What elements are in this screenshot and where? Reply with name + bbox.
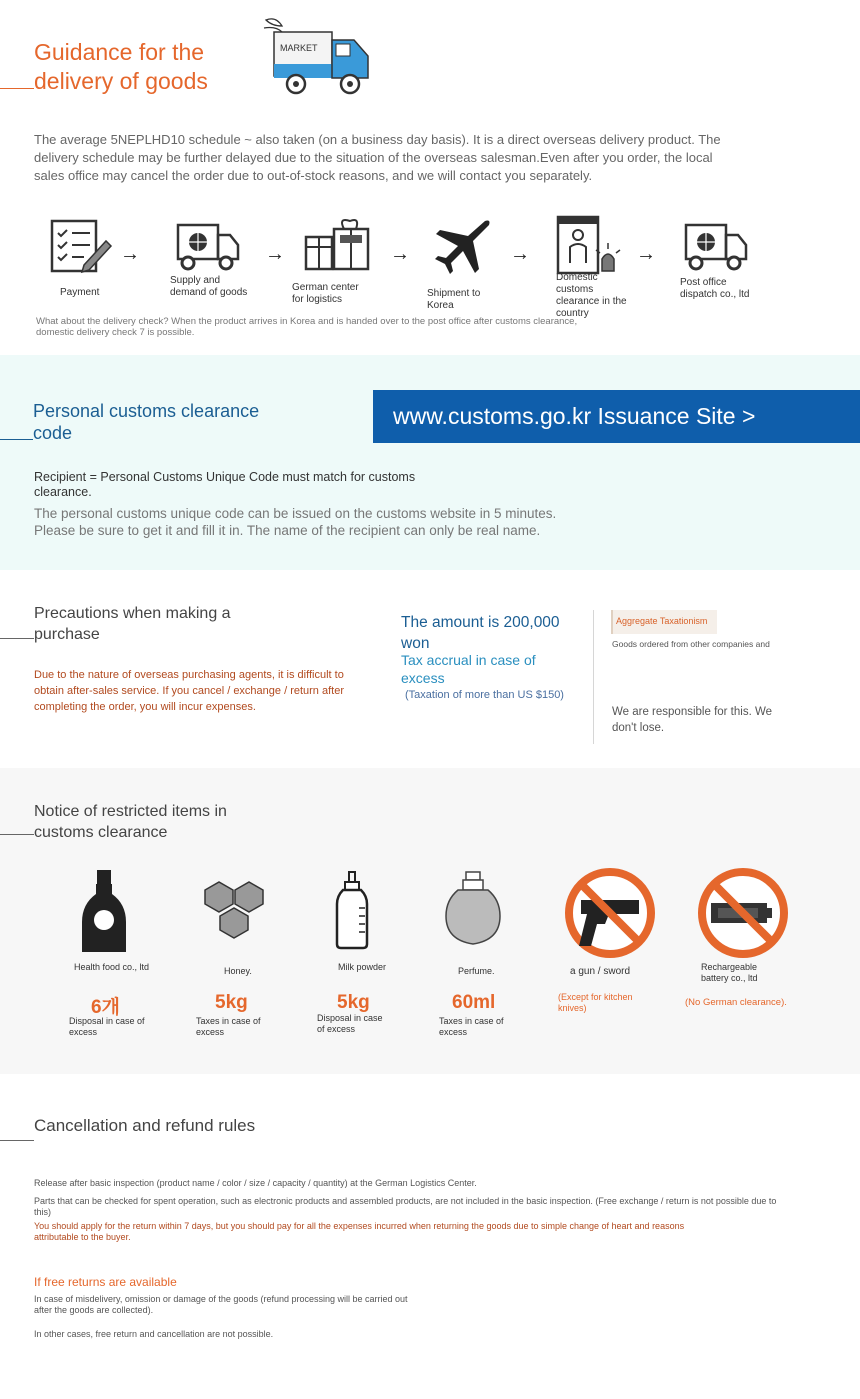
- item-label: Honey.: [224, 966, 252, 976]
- delivery-description: The average 5NEPLHD10 schedule ~ also taken (on a business day basis). It is a direct overseas delivery product. The delivery schedule may be further delayed due to the situation of the overseas salesman.Even after you order, the local sales office may cancel the order due to out-of-stock reasons, and we will contact you separately.: [34, 132, 721, 183]
- other-companies-text: Goods ordered from other companies and: [612, 639, 770, 649]
- item-note: Taxes in case of excess: [196, 1016, 261, 1037]
- tax-accrual-text: Tax accrual in case of excess: [401, 652, 536, 686]
- step-logistics: [292, 215, 370, 306]
- step-label: Domestic customs clearance in the country: [556, 272, 627, 319]
- item-quantity: 60ml: [452, 992, 496, 1013]
- precautions-section: [0, 570, 860, 768]
- customs-code-title: Personal customs clearance code: [33, 401, 260, 443]
- item-label: Milk powder: [338, 962, 387, 972]
- bottle-icon: [50, 868, 160, 958]
- step-label: German center for logistics: [292, 282, 359, 305]
- restricted-item-perfume: [420, 868, 530, 1037]
- item-label: Health food co., ltd: [74, 962, 150, 972]
- restricted-item-battery: [685, 868, 798, 1008]
- precautions-description: Due to the nature of overseas purchasing agents, it is difficult to obtain after-sales service. If you cancel / exchange / return after completing the order, you will incur expenses.: [34, 669, 344, 713]
- truck-sign: MARKET: [280, 43, 318, 53]
- restricted-item-gun: [555, 868, 665, 1013]
- checklist-icon: [48, 215, 118, 275]
- step-label: Post office dispatch co., ltd: [680, 277, 750, 300]
- vertical-divider: [593, 610, 594, 744]
- no-gun-icon: [555, 868, 665, 958]
- airplane-icon: [427, 215, 497, 275]
- customs-code-section: [0, 355, 860, 570]
- title-underline: [0, 638, 34, 639]
- arrow-icon: →: [390, 243, 410, 265]
- restricted-item-milk-powder: [299, 868, 409, 1034]
- refund-title: Cancellation and refund rules: [34, 1116, 256, 1135]
- refund-rule-1: Release after basic inspection (product name / color / size / capacity / quantity) at the German Logistics Center.: [34, 1178, 477, 1188]
- free-returns-exclusion: In other cases, free return and cancellation are not possible.: [34, 1329, 274, 1339]
- perfume-icon: [420, 868, 530, 958]
- gift-box-icon: [292, 215, 372, 275]
- step-post-office: [680, 215, 758, 301]
- free-returns-title: If free returns are available: [34, 1275, 177, 1289]
- customs-site-link-text: www.customs.go.kr Issuance Site >: [393, 403, 756, 429]
- delivery-section: [0, 0, 860, 355]
- step-label: Shipment to Korea: [427, 288, 481, 311]
- aggregate-tax-badge: [611, 610, 717, 634]
- arrow-icon: →: [120, 243, 140, 265]
- step-supply: [170, 215, 248, 299]
- step-customs: [556, 215, 634, 320]
- restricted-item-health-food: [50, 868, 160, 1037]
- delivery-check-note: What about the delivery check? When the product arrives in Korea and is handed over to the post office after customs clearance, domestic delivery check 7 is possible.: [36, 316, 578, 338]
- customs-scanner-icon: [556, 215, 626, 275]
- restricted-items-title: Notice of restricted items in customs clearance: [34, 803, 227, 841]
- delivery-title: Guidance for the delivery of goods: [34, 39, 208, 94]
- customs-site-link[interactable]: [373, 390, 860, 443]
- aggregate-tax-label: Aggregate Taxationism: [616, 616, 708, 626]
- step-label: Payment: [60, 287, 100, 298]
- post-truck-icon: [680, 215, 750, 275]
- title-underline: [0, 834, 34, 835]
- issuance-instructions: The personal customs unique code can be issued on the customs website in 5 minutes. Please be sure to get it and fill it in. The name of the recipient can only be real name.: [34, 506, 557, 538]
- item-label: Perfume.: [458, 966, 495, 976]
- arrow-icon: →: [510, 243, 530, 265]
- item-note: (No German clearance).: [685, 997, 787, 1008]
- honeycomb-icon: [178, 868, 288, 958]
- free-returns-condition: In case of misdelivery, omission or damage of the goods (refund processing will be carried out after the goods are collected).: [34, 1294, 408, 1315]
- title-underline: [0, 1140, 34, 1141]
- item-label: Rechargeable battery co., ltd: [701, 962, 758, 983]
- arrow-icon: →: [636, 243, 656, 265]
- step-payment: [48, 215, 126, 299]
- item-label: a gun / sword: [570, 966, 631, 977]
- truck-icon: [170, 215, 240, 275]
- baby-bottle-icon: [299, 868, 409, 958]
- amount-threshold: The amount is 200,000 won: [401, 614, 560, 652]
- step-shipment: [427, 215, 505, 312]
- restricted-items-section: [0, 768, 860, 1074]
- step-label: Supply and demand of goods: [170, 275, 248, 298]
- arrow-icon: →: [265, 243, 285, 265]
- item-quantity: 5kg: [337, 992, 370, 1013]
- refund-section: [0, 1074, 860, 1399]
- responsibility-text: We are responsible for this. We don't lose.: [612, 706, 773, 734]
- precautions-title: Precautions when making a purchase: [34, 605, 231, 643]
- title-underline: [0, 88, 34, 89]
- no-battery-icon: [688, 868, 798, 958]
- title-underline: [0, 439, 33, 440]
- item-quantity: 6개: [91, 997, 120, 1018]
- refund-rule-3: You should apply for the return within 7 days, but you should pay for all the expenses incurred when returning the goods due to simple change of heart and reasons attributable to the buyer.: [34, 1221, 685, 1242]
- restricted-item-honey: [178, 868, 288, 1037]
- item-quantity: 5kg: [215, 992, 248, 1013]
- tax-note: (Taxation of more than US $150): [405, 689, 564, 701]
- item-note: (Except for kitchen knives): [558, 992, 633, 1013]
- delivery-truck-illustration: [262, 14, 374, 96]
- refund-rule-2: Parts that can be checked for spent operation, such as electronic products and assembled products, are not included in the basic inspection. (Free exchange / return is not possible due to this): [34, 1196, 777, 1217]
- item-note: Taxes in case of excess: [439, 1016, 504, 1037]
- recipient-rule: Recipient = Personal Customs Unique Code must match for customs clearance.: [34, 470, 416, 499]
- item-note: Disposal in case of excess: [317, 1013, 383, 1034]
- item-note: Disposal in case of excess: [69, 1016, 145, 1037]
